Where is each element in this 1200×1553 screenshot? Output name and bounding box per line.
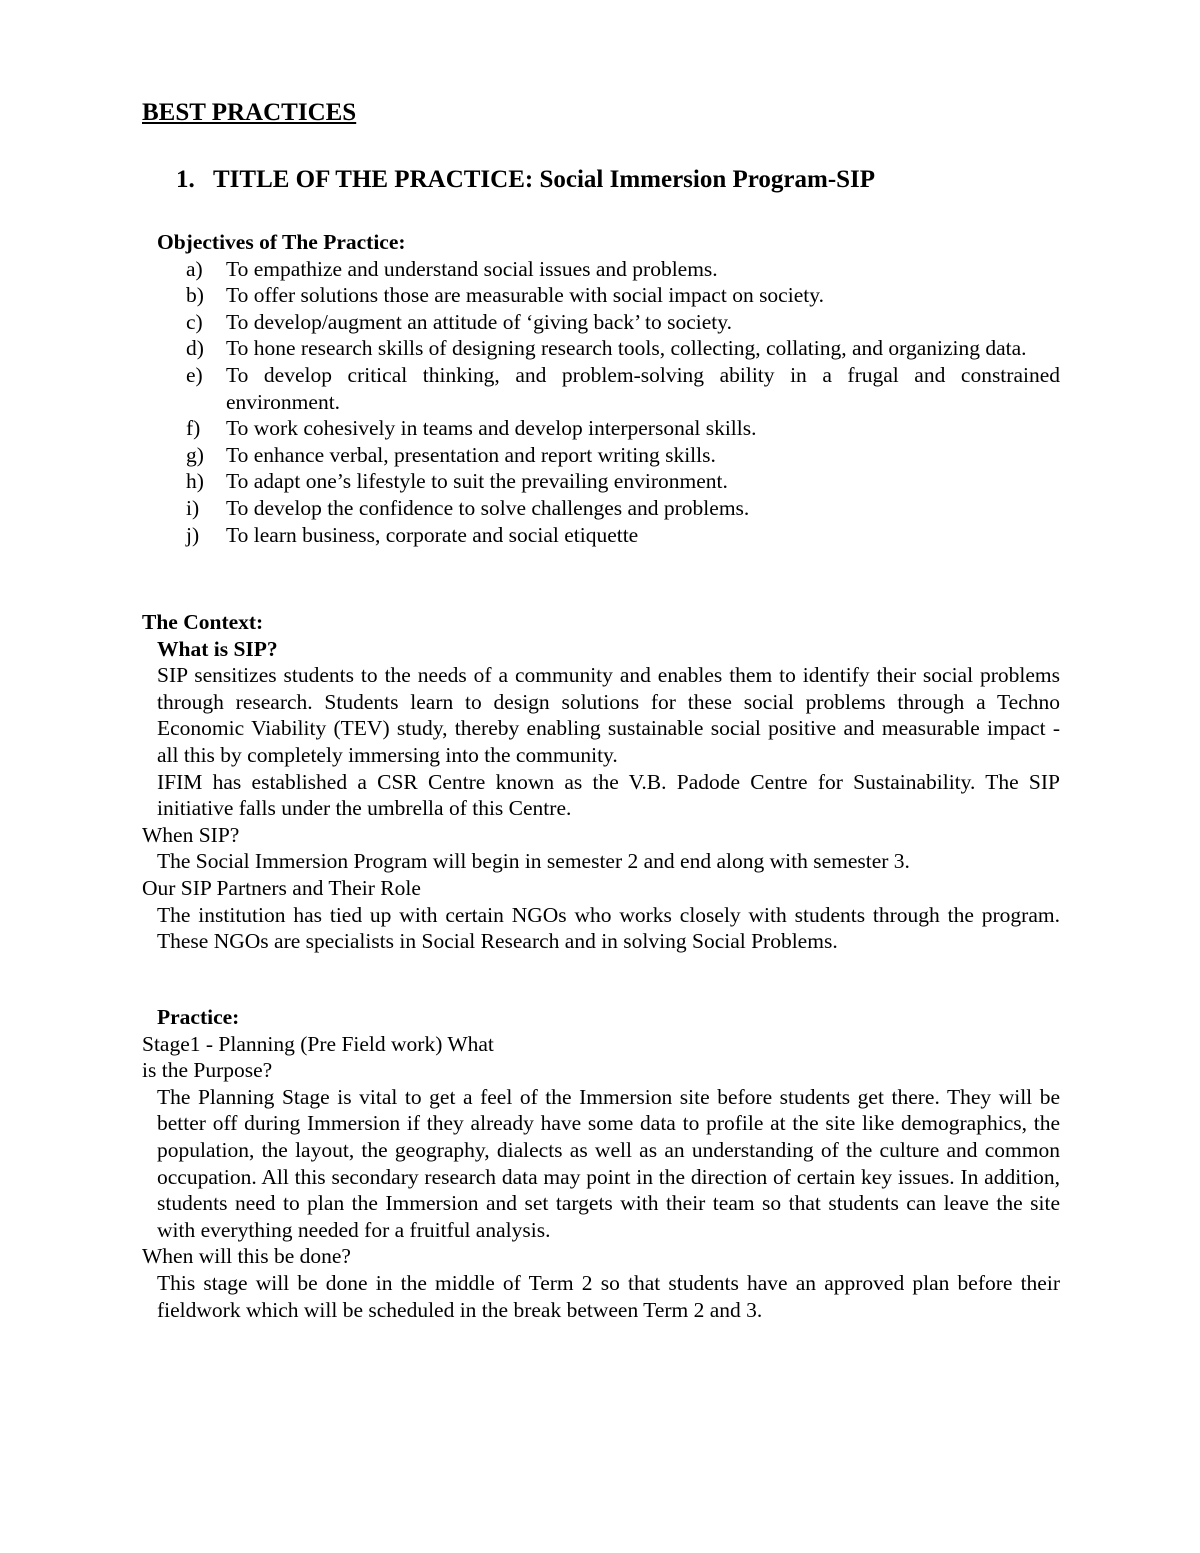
objective-text: To learn business, corporate and social etiquette: [226, 522, 639, 547]
objective-marker: a): [186, 256, 203, 281]
objective-marker: g): [186, 442, 204, 467]
objective-item: [157, 256, 1060, 283]
objective-text: To develop/augment an attitude of ‘giving back’ to society.: [226, 309, 732, 334]
objective-text: To empathize and understand social issues and problems.: [226, 256, 718, 281]
objective-text: To hone research skills of designing research tools, collecting, collating, and organizing data.: [226, 336, 1027, 361]
objectives-list: [157, 256, 1060, 549]
objective-item: [157, 309, 1060, 336]
context-heading: The Context:: [142, 610, 264, 634]
when-done-text: This stage will be done in the middle of Term 2 so that students have an approved plan before their fieldwork which will be scheduled in the break between Term 2 and 3.: [157, 1270, 1060, 1322]
what-is-sip-heading: What is SIP?: [157, 636, 278, 661]
objective-item: [157, 495, 1060, 522]
objective-marker: f): [186, 416, 201, 441]
practice-heading: Practice:: [157, 1005, 240, 1029]
objective-text: To develop the confidence to solve challenges and problems.: [226, 495, 750, 520]
objective-text: To develop critical thinking, and problem-solving ability in a frugal and constrained environment.: [226, 362, 1060, 414]
objective-item: [157, 442, 1060, 469]
what-is-sip-text: SIP sensitizes students to the needs of a community and enables them to identify their social problems through research. Students learn to design solutions for these social problems through a Techno Economic Viability (TEV) study, thereby enabling sustainable social positive and measurable impact - all this by completely immersing into the community.: [157, 663, 1060, 767]
practice-title-text: TITLE OF THE PRACTICE: Social Immersion Program-SIP: [213, 166, 876, 193]
purpose-heading: is the Purpose?: [142, 1058, 273, 1083]
objective-item: [157, 362, 1060, 415]
practice-number: 1.: [176, 166, 195, 193]
objective-text: To offer solutions those are measurable with social impact on society.: [226, 283, 824, 308]
purpose-text: The Planning Stage is vital to get a feel of the Immersion site before students get there. They will be better off during Immersion if they already have some data to profile at the site like demographics, the population, the layout, the geography, dialects as well as an understanding of the culture and common occupation. All this secondary research data may point in the direction of certain key issues. In addition, students need to plan the Immersion and set targets with their team so that students can leave the site with everything needed for a fruitful analysis.: [157, 1084, 1060, 1242]
partners-text: The institution has tied up with certain NGOs who works closely with students through the program. These NGOs are specialists in Social Research and in solving Social Problems.: [157, 902, 1060, 954]
document-title: BEST PRACTICES: [142, 99, 357, 126]
when-sip-text: The Social Immersion Program will begin in semester 2 and end along with semester 3.: [157, 849, 910, 874]
partners-heading: Our SIP Partners and Their Role: [142, 875, 421, 900]
context-section: [142, 609, 1060, 955]
objectives-heading: Objectives of The Practice:: [157, 230, 406, 254]
objective-item: [157, 335, 1060, 362]
when-sip-heading: When SIP?: [142, 822, 240, 847]
objective-item: [157, 415, 1060, 442]
when-done-heading: When will this be done?: [142, 1244, 351, 1269]
objective-marker: h): [186, 469, 204, 494]
objective-marker: j): [186, 522, 200, 547]
objective-marker: d): [186, 336, 204, 361]
objective-marker: e): [186, 362, 203, 387]
objectives-section: [157, 229, 1060, 548]
objective-marker: i): [186, 495, 200, 520]
objective-text: To work cohesively in teams and develop interpersonal skills.: [226, 416, 757, 441]
objective-text: To adapt one’s lifestyle to suit the prevailing environment.: [226, 469, 728, 494]
objective-marker: b): [186, 283, 204, 308]
practice-section: [142, 1004, 1060, 1323]
objective-item: [157, 468, 1060, 495]
objective-text: To enhance verbal, presentation and report writing skills.: [226, 442, 716, 467]
practice-title: [176, 164, 875, 196]
stage1-heading: Stage1 - Planning (Pre Field work) What: [142, 1031, 494, 1056]
csr-centre-text: IFIM has established a CSR Centre known as the V.B. Padode Centre for Sustainability. The SIP initiative falls under the umbrella of this Centre.: [157, 769, 1060, 821]
objective-item: [157, 282, 1060, 309]
objective-marker: c): [186, 309, 203, 334]
objective-item: [157, 522, 1060, 549]
